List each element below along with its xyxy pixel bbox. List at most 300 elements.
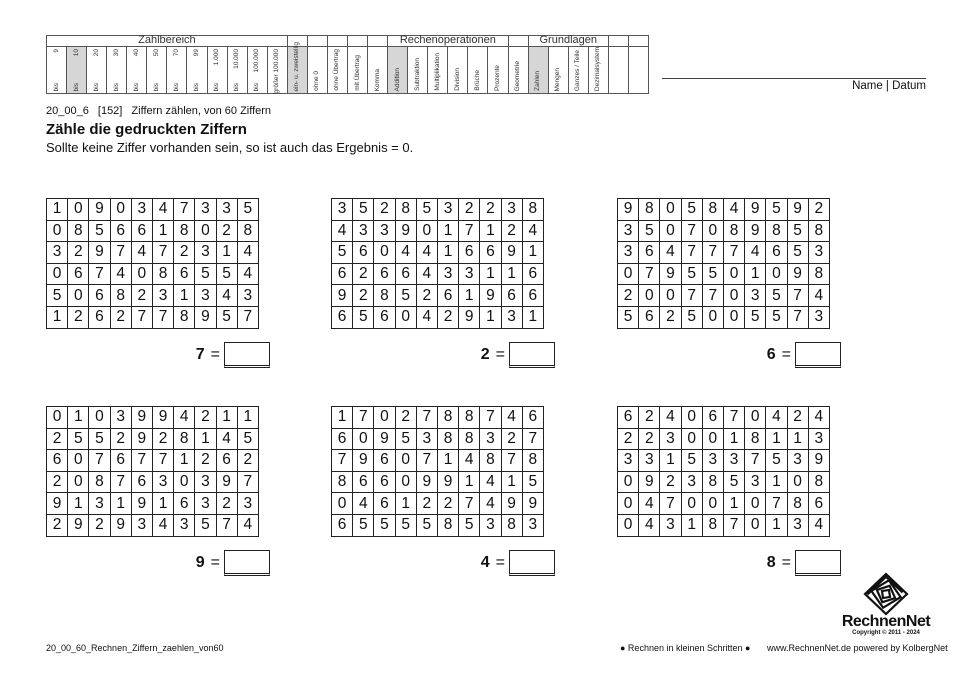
digit-cell: 2: [660, 306, 681, 328]
digit-cell: 5: [459, 514, 480, 536]
digit-cell: 7: [501, 450, 522, 472]
digit-row: [618, 285, 830, 307]
digit-cell: 8: [766, 220, 787, 242]
category-label: Zahlen: [534, 71, 542, 91]
digit-cell: 2: [437, 493, 458, 515]
digit-cell: 6: [618, 407, 639, 429]
digit-row: [47, 514, 259, 536]
digit-cell: 7: [459, 220, 480, 242]
digit-cell: 5: [681, 306, 702, 328]
digit-cell: 8: [787, 493, 808, 515]
digit-row: [332, 471, 544, 493]
digit-cell: 0: [89, 407, 110, 429]
digit-cell: 9: [501, 242, 522, 264]
digit-cell: 4: [480, 493, 501, 515]
digit-cell: 2: [353, 285, 374, 307]
digit-cell: 1: [766, 514, 787, 536]
digit-cell: 5: [195, 263, 216, 285]
digit-cell: 8: [437, 514, 458, 536]
digit-cell: 7: [702, 285, 723, 307]
exercise-block: [46, 198, 270, 363]
digit-cell: 4: [808, 285, 829, 307]
digit-cell: 2: [237, 450, 258, 472]
exercise-block: [331, 198, 555, 363]
digit-cell: 0: [681, 428, 702, 450]
digit-cell: 7: [766, 493, 787, 515]
zahlbereich-number: 10: [72, 49, 80, 57]
digit-cell: 8: [723, 220, 744, 242]
digit-cell: 0: [660, 285, 681, 307]
category-cell: [428, 47, 448, 94]
digit-row: [618, 263, 830, 285]
digit-cell: 2: [660, 471, 681, 493]
group-label-zahlbereich: Zahlbereich: [138, 34, 196, 46]
category-label: Brüche: [473, 70, 481, 91]
zahlbereich-number: 70: [172, 49, 180, 57]
digit-cell: 1: [723, 428, 744, 450]
digit-cell: 1: [501, 471, 522, 493]
logo-copyright: Copyright © 2011 - 2024: [852, 630, 920, 636]
digit-cell: 8: [522, 199, 543, 221]
digit-cell: 3: [195, 493, 216, 515]
digit-cell: 6: [68, 263, 89, 285]
zahlbereich-number: 1.000: [213, 49, 221, 66]
digit-cell: 0: [395, 450, 416, 472]
digit-cell: 3: [110, 407, 131, 429]
digit-row: [618, 220, 830, 242]
digit-row: [332, 285, 544, 307]
digit-cell: 4: [660, 242, 681, 264]
digit-cell: 0: [68, 199, 89, 221]
digit-cell: 8: [110, 285, 131, 307]
zahlbereich-cell: [267, 47, 287, 94]
digit-cell: 3: [618, 242, 639, 264]
zahlbereich-number: 9: [52, 49, 60, 53]
digit-cell: 5: [216, 263, 237, 285]
digit-cell: 1: [787, 428, 808, 450]
digit-cell: 3: [660, 514, 681, 536]
answer-box[interactable]: [509, 550, 555, 576]
digit-cell: 4: [110, 263, 131, 285]
footer-filename: 20_00_60_Rechnen_Ziffern_zaehlen_von60: [46, 643, 224, 653]
page-title: Zähle die gedruckten Ziffern: [46, 121, 247, 138]
footer-right: [620, 643, 948, 653]
answer-row: [481, 551, 555, 575]
digit-cell: 5: [395, 514, 416, 536]
digit-cell: 2: [395, 407, 416, 429]
digit-cell: 4: [522, 220, 543, 242]
digit-cell: 1: [68, 493, 89, 515]
digit-cell: 8: [808, 471, 829, 493]
answer-box[interactable]: [795, 550, 841, 576]
digit-cell: 8: [174, 220, 195, 242]
footer-slogan: ● Rechnen in kleinen Schritten ●: [620, 643, 751, 653]
category-label: Geometrie: [514, 60, 522, 91]
digit-cell: 0: [681, 493, 702, 515]
digit-cell: 5: [766, 306, 787, 328]
digit-cell: 2: [639, 428, 660, 450]
equals-sign: =: [495, 346, 505, 363]
zahlbereich-bis: bis: [152, 82, 160, 91]
digit-cell: 5: [353, 514, 374, 536]
digit-cell: 1: [216, 242, 237, 264]
answer-row: [196, 551, 270, 575]
target-digit: 6: [766, 346, 776, 363]
digit-cell: 7: [237, 306, 258, 328]
digit-cell: 5: [89, 220, 110, 242]
digit-cell: 7: [681, 242, 702, 264]
digit-cell: 3: [702, 450, 723, 472]
category-cell: [408, 47, 428, 94]
digit-cell: 9: [437, 471, 458, 493]
digit-cell: 9: [353, 450, 374, 472]
digit-cell: 3: [89, 493, 110, 515]
digit-cell: 7: [522, 428, 543, 450]
digit-cell: 9: [745, 220, 766, 242]
task-id: [46, 105, 277, 117]
digit-cell: 3: [195, 471, 216, 493]
digit-cell: 9: [808, 450, 829, 472]
digit-cell: 5: [681, 450, 702, 472]
digit-cell: 6: [522, 407, 543, 429]
zahlbereich-cell: [147, 47, 167, 94]
category-cell: [568, 47, 588, 94]
digit-cell: 1: [660, 450, 681, 472]
digit-cell: 0: [723, 263, 744, 285]
zahlbereich-number: 40: [132, 49, 140, 57]
zahlbereich-bis: bis: [172, 82, 180, 91]
category-label: ohne Übertrag: [333, 49, 341, 91]
digit-cell: 2: [808, 199, 829, 221]
digit-cell: 0: [745, 514, 766, 536]
digit-cell: 6: [332, 514, 353, 536]
digit-cell: 4: [353, 493, 374, 515]
digit-cell: 2: [618, 428, 639, 450]
category-label: Dezimalsystem: [594, 46, 602, 91]
answer-box[interactable]: [224, 550, 270, 576]
digit-cell: 0: [745, 407, 766, 429]
digit-cell: 8: [332, 471, 353, 493]
digit-cell: 5: [395, 428, 416, 450]
group-rechenoperationen: [388, 36, 508, 47]
digit-cell: 3: [501, 306, 522, 328]
digit-cell: 1: [745, 263, 766, 285]
digit-cell: 6: [89, 306, 110, 328]
digit-cell: 7: [660, 493, 681, 515]
digit-row: [618, 450, 830, 472]
category-cell: [348, 47, 368, 94]
page-instruction: Sollte keine Ziffer vorhanden sein, so ist auch das Ergebnis = 0.: [46, 140, 414, 155]
digit-cell: 0: [353, 428, 374, 450]
zahlbereich-number: größer 100.000: [273, 49, 281, 94]
zahlbereich-bis: bis: [112, 82, 120, 91]
digit-cell: 3: [131, 199, 152, 221]
digit-cell: 0: [618, 471, 639, 493]
digit-cell: 8: [459, 407, 480, 429]
digit-grid: [617, 198, 830, 329]
digit-cell: 5: [395, 285, 416, 307]
digit-cell: 7: [416, 407, 437, 429]
digit-cell: 0: [766, 263, 787, 285]
digit-cell: 3: [237, 493, 258, 515]
digit-cell: 2: [787, 407, 808, 429]
digit-cell: 7: [723, 514, 744, 536]
digit-cell: 0: [174, 471, 195, 493]
digit-row: [332, 493, 544, 515]
digit-cell: 7: [723, 407, 744, 429]
target-digit: 7: [195, 346, 205, 363]
digit-cell: 4: [416, 306, 437, 328]
zahlbereich-number: 30: [112, 49, 120, 57]
digit-cell: 7: [787, 306, 808, 328]
digit-cell: 2: [68, 242, 89, 264]
category-label: ein- u. zweistellig: [293, 41, 301, 91]
digit-cell: 4: [152, 199, 173, 221]
digit-cell: 8: [437, 407, 458, 429]
digit-cell: 1: [174, 285, 195, 307]
digit-cell: 9: [89, 242, 110, 264]
digit-cell: 3: [787, 514, 808, 536]
equals-sign: =: [495, 554, 505, 571]
digit-row: [47, 199, 259, 221]
digit-cell: 5: [237, 199, 258, 221]
digit-grid: [617, 406, 830, 537]
equals-sign: =: [210, 554, 220, 571]
digit-cell: 9: [522, 493, 543, 515]
digit-cell: 6: [459, 242, 480, 264]
category-cell: [368, 47, 388, 94]
target-digit: 4: [480, 554, 490, 571]
category-cell-row: [47, 47, 649, 94]
category-cell: [508, 47, 528, 94]
zahlbereich-bis: bis: [192, 82, 200, 91]
digit-row: [47, 471, 259, 493]
digit-cell: 4: [639, 514, 660, 536]
digit-cell: 0: [618, 263, 639, 285]
digit-cell: 4: [501, 407, 522, 429]
digit-cell: 4: [745, 242, 766, 264]
digit-cell: 1: [459, 471, 480, 493]
digit-cell: 3: [745, 285, 766, 307]
digit-cell: 3: [639, 450, 660, 472]
digit-cell: 9: [131, 493, 152, 515]
digit-cell: 6: [353, 471, 374, 493]
digit-cell: 4: [459, 450, 480, 472]
digit-cell: 6: [766, 242, 787, 264]
digit-cell: 3: [237, 285, 258, 307]
zahlbereich-number: 10.000: [233, 49, 241, 69]
digit-cell: 3: [152, 285, 173, 307]
task-number: [152]: [97, 105, 123, 117]
digit-cell: 9: [332, 285, 353, 307]
digit-row: [618, 242, 830, 264]
digit-cell: 1: [237, 407, 258, 429]
answer-row: [196, 343, 270, 367]
digit-cell: 4: [237, 242, 258, 264]
digit-cell: 5: [787, 242, 808, 264]
digit-cell: 0: [723, 306, 744, 328]
digit-cell: 0: [723, 285, 744, 307]
digit-cell: 7: [416, 450, 437, 472]
zahlbereich-cell: [127, 47, 147, 94]
digit-cell: 8: [89, 471, 110, 493]
digit-cell: 1: [437, 220, 458, 242]
digit-cell: 5: [416, 199, 437, 221]
digit-cell: 6: [522, 285, 543, 307]
digit-cell: 0: [416, 220, 437, 242]
digit-cell: 2: [353, 263, 374, 285]
digit-cell: 3: [174, 514, 195, 536]
digit-row: [47, 428, 259, 450]
digit-cell: 3: [808, 428, 829, 450]
zahlbereich-cell: [187, 47, 207, 94]
digit-cell: 5: [702, 263, 723, 285]
category-cell: [488, 47, 508, 94]
digit-cell: 1: [174, 450, 195, 472]
category-label: Prozente: [494, 64, 501, 91]
digit-cell: 8: [702, 514, 723, 536]
digit-cell: 1: [68, 407, 89, 429]
digit-cell: 4: [237, 263, 258, 285]
digit-cell: 0: [702, 493, 723, 515]
category-label: Addition: [393, 67, 401, 91]
answer-box[interactable]: [509, 342, 555, 368]
digit-cell: 5: [68, 428, 89, 450]
digit-cell: 0: [639, 285, 660, 307]
digit-cell: 6: [480, 242, 501, 264]
digit-cell: 1: [522, 306, 543, 328]
digit-cell: 4: [216, 285, 237, 307]
digit-cell: 0: [68, 471, 89, 493]
answer-box[interactable]: [795, 342, 841, 368]
digit-cell: 7: [480, 407, 501, 429]
digit-row: [332, 199, 544, 221]
digit-cell: 7: [723, 242, 744, 264]
digit-cell: 9: [416, 471, 437, 493]
category-cell: [388, 47, 408, 94]
digit-cell: 3: [808, 306, 829, 328]
category-label: Division: [453, 68, 461, 91]
zahlbereich-bis: bis: [132, 82, 140, 91]
digit-cell: 5: [639, 220, 660, 242]
digit-row: [332, 220, 544, 242]
digit-cell: 7: [131, 306, 152, 328]
digit-cell: 4: [416, 242, 437, 264]
digit-cell: 7: [353, 407, 374, 429]
zahlbereich-bis: bis: [233, 82, 241, 91]
digit-cell: 1: [47, 306, 68, 328]
digit-cell: 6: [639, 306, 660, 328]
digit-cell: 2: [47, 428, 68, 450]
digit-cell: 4: [416, 263, 437, 285]
category-label: ohne 0: [313, 71, 321, 91]
digit-cell: 6: [89, 285, 110, 307]
exercise-block: [46, 406, 270, 571]
digit-cell: 5: [374, 514, 395, 536]
digit-cell: 9: [745, 199, 766, 221]
digit-cell: 6: [702, 407, 723, 429]
digit-cell: 7: [131, 450, 152, 472]
digit-cell: 3: [660, 428, 681, 450]
digit-cell: 1: [195, 428, 216, 450]
digit-cell: 1: [47, 199, 68, 221]
category-label: mit Übertrag: [353, 55, 361, 91]
equals-sign: =: [781, 554, 791, 571]
digit-row: [332, 407, 544, 429]
category-cell: [287, 41, 307, 94]
digit-cell: 3: [131, 514, 152, 536]
target-digit: 9: [195, 554, 205, 571]
zahlbereich-cell: [167, 47, 187, 94]
digit-cell: 0: [681, 407, 702, 429]
answer-box[interactable]: [224, 342, 270, 368]
task-code: 20_00_6: [46, 105, 89, 117]
digit-cell: 2: [216, 220, 237, 242]
digit-cell: 9: [660, 263, 681, 285]
digit-cell: 5: [681, 199, 702, 221]
digit-cell: 3: [47, 242, 68, 264]
digit-cell: 1: [501, 263, 522, 285]
digit-cell: 3: [723, 450, 744, 472]
digit-cell: 4: [480, 471, 501, 493]
digit-cell: 2: [459, 199, 480, 221]
digit-cell: 8: [68, 220, 89, 242]
digit-cell: 0: [374, 242, 395, 264]
digit-row: [332, 263, 544, 285]
logo-name: RechnenNet: [841, 613, 931, 630]
digit-cell: 3: [459, 263, 480, 285]
digit-cell: 7: [152, 450, 173, 472]
category-cell: [548, 47, 568, 94]
digit-cell: 5: [195, 514, 216, 536]
digit-cell: 6: [174, 493, 195, 515]
digit-row: [47, 285, 259, 307]
digit-cell: 6: [374, 263, 395, 285]
digit-cell: 2: [501, 428, 522, 450]
digit-cell: 6: [522, 263, 543, 285]
zahlbereich-bis: bis: [253, 82, 261, 91]
digit-cell: 4: [332, 220, 353, 242]
digit-cell: 7: [681, 220, 702, 242]
digit-cell: 1: [395, 493, 416, 515]
digit-grid: [46, 198, 259, 329]
digit-cell: 9: [152, 407, 173, 429]
equals-sign: =: [210, 346, 220, 363]
digit-row: [47, 263, 259, 285]
digit-cell: 9: [618, 199, 639, 221]
zahlbereich-cell: [207, 47, 227, 94]
digit-cell: 3: [681, 471, 702, 493]
digit-cell: 2: [437, 306, 458, 328]
digit-cell: 1: [766, 471, 787, 493]
digit-cell: 1: [152, 493, 173, 515]
digit-cell: 3: [353, 220, 374, 242]
digit-row: [47, 407, 259, 429]
category-label: Ganzes / Teile: [574, 49, 582, 91]
digit-cell: 6: [808, 493, 829, 515]
digit-cell: 1: [332, 407, 353, 429]
digit-cell: 7: [152, 306, 173, 328]
zahlbereich-cell: [67, 47, 87, 94]
group-grundlagen: [528, 36, 608, 47]
digit-cell: 7: [681, 285, 702, 307]
digit-cell: 3: [332, 199, 353, 221]
digit-cell: 1: [681, 514, 702, 536]
digit-cell: 3: [480, 428, 501, 450]
digit-cell: 6: [374, 493, 395, 515]
digit-cell: 1: [437, 242, 458, 264]
digit-cell: 3: [437, 199, 458, 221]
